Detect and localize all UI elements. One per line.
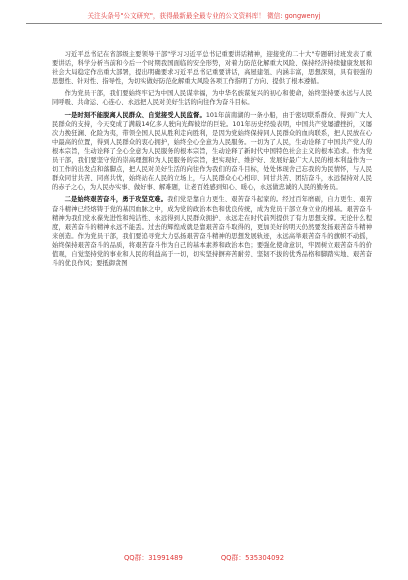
footer-qq-group-1: QQ群：31991489 (123, 554, 183, 562)
paragraph-1 (52, 50, 372, 86)
paragraph-3 (52, 111, 372, 193)
page-header-banner: 关注头条号"公文研究"，获得最新最全最专业的公文资料库！ 微信: gongwenyj (26, 12, 382, 24)
paragraph-4-heading: 二是始终艰苦奋斗，勇于攻坚克难。 (64, 196, 168, 204)
paragraph-3-heading: 一是时刻不能脱离人民群众、自觉接受人民监督。 (64, 111, 206, 119)
page-footer (0, 552, 408, 562)
paragraph-2-body: 作为党员干部，我们要始终牢记为中国人民谋幸福，为中华名族谋复兴的初心和使命，始终坚持要永远与人民同呼吸、共命运、心连心、永远把人民对美好生活的向往作为奋斗目标。 (52, 90, 372, 107)
paragraph-4-body: 我们党是靠自力更生、艰苦奋斗起家的。经过百年磨砺，自力更生、艰苦奋斗精神已经熔铸于党的基因血脉之中，成为党的政治本色和优良传统，成为党员干部立身立业的根基。艰苦奋斗精神为我们党永葆先进性和纯洁性、永远得到人民群众拥护、永远走在时代前列提供了有力思想支撑。无论什么程度，艰苦奋斗的精神永远不能丢。过去的辉煌成就是靠艰苦奋斗取得的，更加美好的明天仍然要发扬艰苦奋斗精神来创造。作为党员干部，我们要追寻党大力弘扬艰苦奋斗精神的思想发展轨迹，永远高举艰苦奋斗的旗帜不动摇，始终保持艰苦奋斗的品质，将艰苦奋斗作为自己的基本素养和政治本色；要强化使命意识，牢固树立艰苦奋斗的价值观，自觉坚持党的事业和人民的利益高于一切，切实坚持摒弃苦耐劳、坚韧不拔的优秀品格和脚踏实地、艰苦奋斗的优良作风；要抵御贪图 (52, 196, 373, 268)
document-body (52, 50, 372, 271)
paragraph-3-body: 101年前南湖的一条小船，由于密切联系群众、得到广大人民群众的支持，今天变成了满载14亿多人驶向光辉彼岸的巨轮。101年历史经验表明，中国共产党屡遭挫折，又屡次力挽狂澜、化险为夷，带领全国人民从胜利走向胜利，是因为党始终保持同人民群众的血肉联系，把人民放在心中最高的位置，得到人民群众的衷心拥护，始终全心全意为人民服务。一切为了人民，生动诠释了中国共产党人的根本宗旨，生动诠释了全心全意为人民服务的根本宗旨，生动诠释了新时代中国特色社会主义的根本追求。作为党员干部，我们要坚守党的崇高理想和为人民服务的宗旨，把实现好、维护好、发展好最广大人民的根本利益作为一切工作的出发点和落脚点，把人民对美好生活的向往作为我们的奋斗目标，处处体现舍己忘我的为民情怀，与人民群众同甘共苦、同喜共忧，始终站在人民的立场上，与人民群众心心相印、同甘共苦、团结奋斗，永远保持对人民的赤子之心，为人民办实事、做好事、解难题，让老百姓感到知心、暖心，永远做忠诚的人民的勤务员。 (52, 111, 373, 192)
paragraph-2 (52, 89, 372, 107)
footer-qq-group-2: QQ群：535304092 (220, 554, 285, 562)
paragraph-4 (52, 195, 372, 268)
paragraph-1-body: 习近平总书记在省部级主要领导干部"学习习近平总书记重要讲话精神，迎接党的二十大"专题研讨班发表了重要讲话，科学分析当前和今后一个时期我国面临的安全形势，对着力防范化解重大风险、保持经济持续健康发展和社会大局稳定作出重大部署，提出明确要求习近平总书记重要讲话，高屋建瓴、内涵丰富，思想深刻，具有很强的思想性、针对性、指导性，为切实做好防范化解重大风险各项工作指明了方向、提供了根本遵循。 (52, 51, 372, 86)
